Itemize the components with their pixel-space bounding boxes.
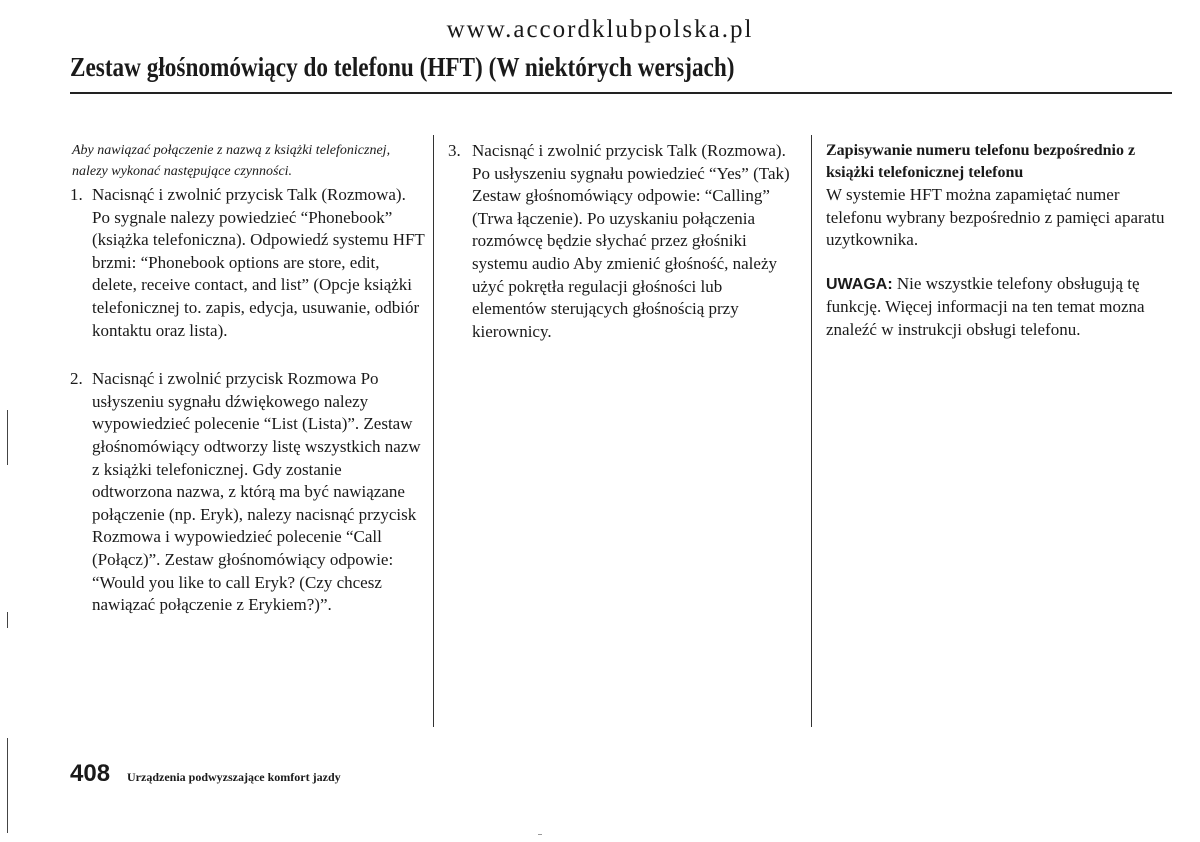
step-3 [448,140,800,343]
column-divider [433,135,434,727]
step-1 [70,184,426,342]
scan-margin-mark [7,738,8,833]
scan-margin-mark [7,612,8,628]
column-divider [811,135,812,727]
section-name: Urządzenia podwyzszające komfort jazdy [127,770,341,784]
title-rule [70,92,1172,94]
column-1 [70,140,426,617]
step-text: Nacisnąć i zwolnić przycisk Rozmowa Po usłyszeniu sygnału dźwiękowego nalezy wypowiedzieć polecenie “List (Lista)”. Zestaw głośnomówiący odtworzy listę wszystkich nazw z książki telefonicznej. Gdy zostanie odtworzona nazwa, z którą ma być nawiązane połączenie (np. Eryk), nalezy nacisnąć przycisk Rozmowa i wypowiedzieć polecenie “Call (Połącz)”. Zestaw głośnomówiący odpowie: “Would you like to call Eryk? (Czy chcesz nawiązać połączenie z Erykiem?)”. [92,369,421,615]
note-label: UWAGA: [826,275,893,293]
steps-list [448,140,800,343]
scan-margin-mark [7,410,8,465]
site-url: www.accordklubpolska.pl [446,16,754,43]
step-text: Nacisnąć i zwolnić przycisk Talk (Rozmowa). Po usłyszeniu sygnału powiedzieć “Yes” (Tak) Zestaw głośnomówiący odpowie: “Calling” (Trwa łączenie). Po uzyskaniu połączenia rozmówcę będzie słychać przez głośniki systemu audio Aby zmienić głośność, należy użyć pokrętła regulacji głośności lub elementów sterujących głośnością przy kierownicy. [472,141,790,341]
step-number: 1. [70,185,83,204]
note [826,273,1178,342]
step-number: 2. [70,369,83,389]
note-text: Nie wszystkie telefony obsługują tę funkcję. Więcej informacji na ten temat mozna znaleźć w instrukcji obsługi telefonu. [826,273,1145,339]
page-number: 408 [70,760,111,787]
steps-list [70,184,426,617]
scan-speck [538,834,542,835]
step-2 [70,368,426,617]
page-title: Zestaw głośnomówiący do telefonu (HFT) (W niektórych wersjach) [70,52,735,82]
column-2 [448,140,800,343]
intro-text: Aby nawiązać połączenie z nazwą z książki telefonicznej, nalezy wykonać następujące czynności. [72,143,391,179]
section-body: W systemie HFT można zapamiętać numer telefonu wybrany bezpośrednio z pamięci aparatu uzytkownika. [826,185,1165,250]
step-text: Nacisnąć i zwolnić przycisk Talk (Rozmowa). Po sygnale nalezy powiedzieć “Phonebook” (książka telefoniczna). Odpowiedź systemu HFT brzmi: “Phonebook options are store, edit, delete, receive contact, and list” (Opcje książki telefonicznej to. zapis, edycja, usuwanie, odbiór kontaktu oraz lista). [92,185,425,340]
step-number: 3. [448,141,461,160]
column-3 [826,140,1178,342]
section-heading: Zapisywanie numeru telefonu bezpośrednio z książki telefonicznej telefonu [826,142,1136,181]
